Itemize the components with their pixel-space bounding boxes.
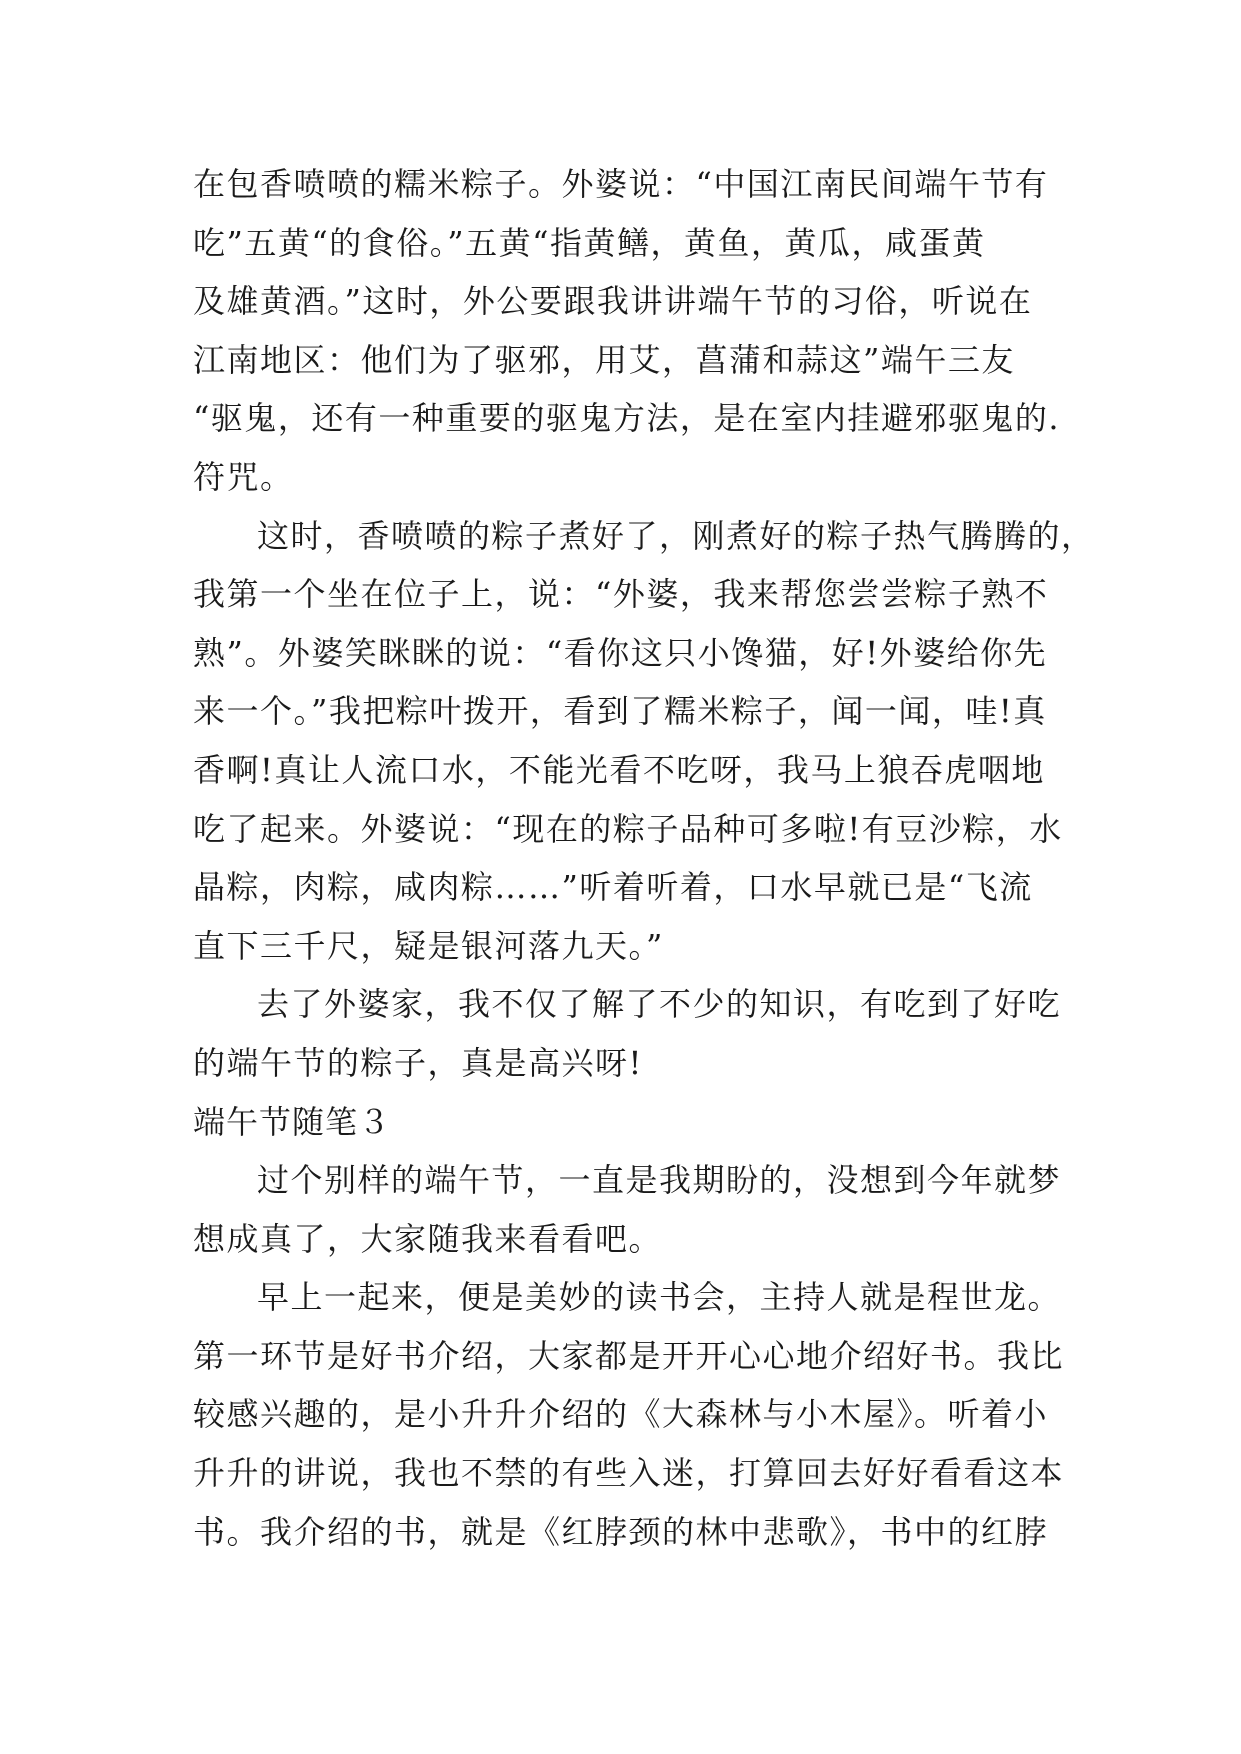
text-line: 香啊!真让人流口水，不能光看不吃呀，我马上狼吞虎咽地 xyxy=(193,750,1045,789)
text-line: 这时，香喷喷的粽子煮好了，刚煮好的粽子热气腾腾的， xyxy=(257,516,1095,555)
text-line: 在包香喷喷的糯米粽子。外婆说：“中国江南民间端午节有 xyxy=(193,165,1049,203)
document-body xyxy=(193,155,1095,1561)
text-line: 吃了起来。外婆说：“现在的粽子品种可多啦!有豆沙粽，水 xyxy=(193,809,1063,848)
text-line: 较感兴趣的，是小升升介绍的《大森林与小木屋》。听着小 xyxy=(193,1395,1049,1434)
text-line: 去了外婆家，我不仅了解了不少的知识，有吃到了好吃 xyxy=(257,985,1062,1024)
text-line: 第一环节是好书介绍，大家都是开开心心地介绍好书。我比 xyxy=(193,1336,1065,1375)
text-line: 及雄黄酒。”这时，外公要跟我讲讲端午节的习俗，听说在 xyxy=(193,282,1033,321)
text-line: 的端午节的粽子，真是高兴呀! xyxy=(193,1043,643,1082)
text-line: 升升的讲说，我也不禁的有些入迷，打算回去好好看看这本 xyxy=(193,1454,1065,1493)
text-line: 晶粽，肉粽，咸肉粽……”听着听着，口水早就已是“飞流 xyxy=(193,868,1033,907)
text-line: 符咒。 xyxy=(193,457,294,496)
text-line: 吃”五黄“的食俗。”五黄“指黄鳝，黄鱼，黄瓜，咸蛋黄 xyxy=(193,223,986,262)
text-line: 想成真了，大家随我来看看吧。 xyxy=(193,1219,663,1258)
text-line: 来一个。”我把粽叶拨开，看到了糯米粽子，闻一闻，哇!真 xyxy=(193,692,1047,731)
text-line: 早上一起来，便是美妙的读书会，主持人就是程世龙。 xyxy=(257,1278,1062,1317)
text-line: 书。我介绍的书，就是《红脖颈的林中悲歌》，书中的红脖 xyxy=(193,1512,1049,1551)
section-heading: 端午节随笔３ xyxy=(193,1102,392,1141)
text-line: 熟”。外婆笑眯眯的说：“看你这只小馋猫，好!外婆给你先 xyxy=(193,633,1048,672)
text-line: “驱鬼，还有一种重要的驱鬼方法，是在室内挂避邪驱鬼的. xyxy=(193,399,1061,438)
text-line: 直下三千尺，疑是银河落九天。” xyxy=(193,926,664,965)
text-line: 我第一个坐在位子上，说：“外婆，我来帮您尝尝粽子熟不 xyxy=(193,575,1049,614)
text-line: 过个别样的端午节，一直是我期盼的，没想到今年就梦 xyxy=(257,1161,1062,1200)
text-line: 江南地区：他们为了驱邪，用艾，菖蒲和蒜这”端午三友 xyxy=(193,340,1015,379)
